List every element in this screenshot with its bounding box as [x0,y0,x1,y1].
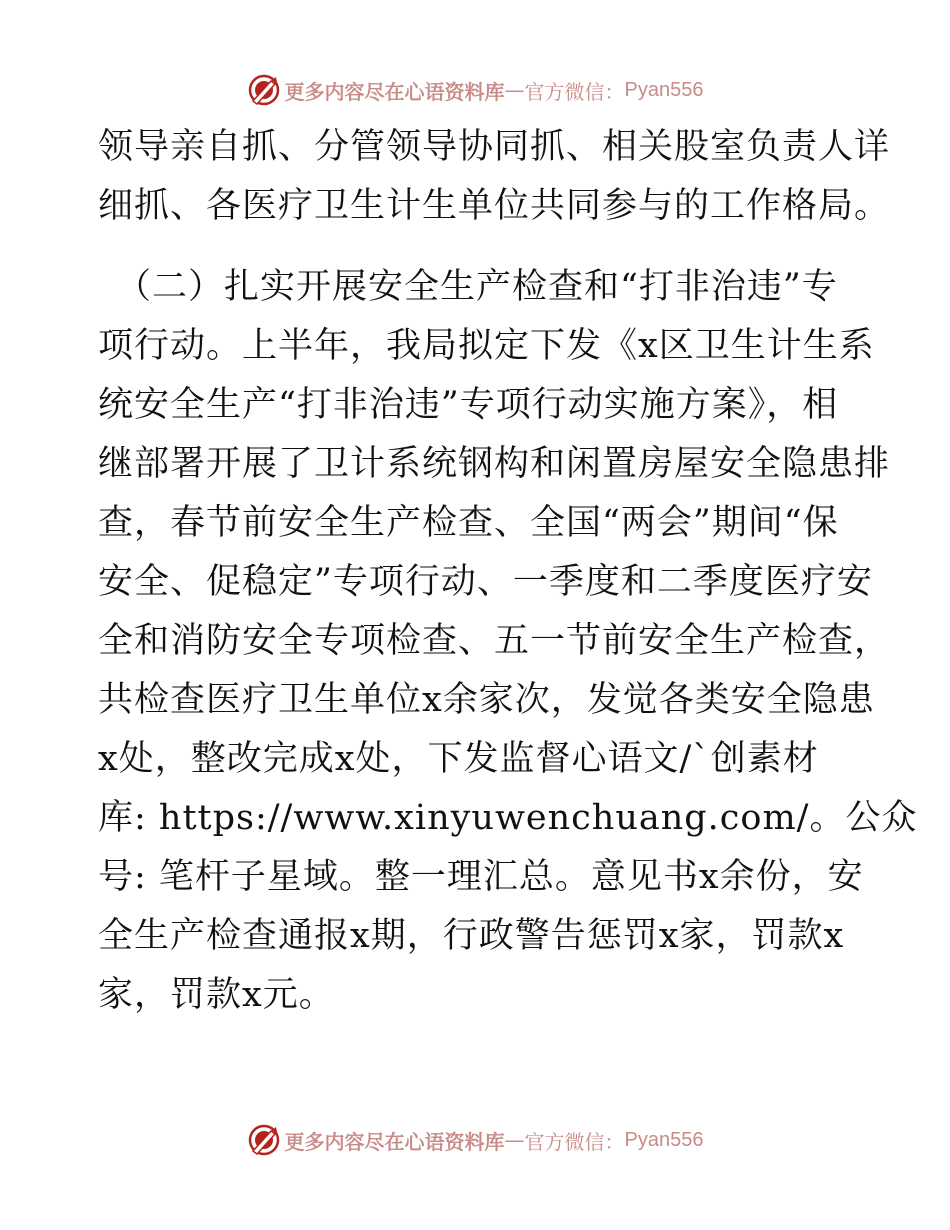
text-line: 家，罚款x元。 [98,975,335,1015]
text-line: 统安全生产“打非治违”专项行动实施方案》，相 [98,385,839,425]
text-line: 细抓、各医疗卫生计生单位共同参与的工作格局。 [98,186,891,226]
banner-dash: — [504,1128,525,1152]
text-line: 项行动。上半年，我局拟定下发《x区卫生计生系 [98,326,875,366]
text-line-url: 库: https://www.xinyuwenchuang.com/。公众 [98,798,918,838]
paragraph-2 [98,258,918,1025]
text-line: 号: 笔杆子星域。整一理汇总。意见书x余份，安 [98,857,864,897]
banner-dash: — [504,78,525,102]
text-line: x处，整改完成x处，下发监督心语文/`创素材 [98,739,819,779]
header-banner [0,70,950,110]
banner-official-label: 官方微信： [524,79,625,104]
banner-official-label: 官方微信： [524,1129,625,1154]
paragraph-1 [98,118,891,236]
text-line: 安全、促稳定”专项行动、一季度和二季度医疗安 [98,562,873,602]
text-line: 共检查医疗卫生单位x余家次，发觉各类安全隐患 [98,680,875,720]
pen-logo-icon [247,1123,281,1157]
banner-main-text: 更多内容尽在心语资料库 [284,79,505,104]
text-line: 领导亲自抓、分管领导协同抓、相关股室负责人详 [98,127,891,167]
text-line: 继部署开展了卫计系统钢构和闲置房屋安全隐患排 [98,444,891,484]
pen-logo-icon [247,73,281,107]
paragraph-gap [98,236,858,258]
text-line: 查，春节前安全生产检查、全国“两会”期间“保 [98,503,839,543]
banner-wechat-id: Pyan556 [624,1128,704,1151]
text-line: 全生产检查通报x期，行政警告惩罚x家，罚款x [98,916,845,956]
banner-main-text: 更多内容尽在心语资料库 [284,1129,505,1154]
document-body [98,118,918,1025]
footer-banner [0,1120,950,1160]
banner-wechat-id: Pyan556 [624,78,704,101]
text-line: 全和消防安全专项检查、五一节前安全生产检查， [98,621,891,661]
section-heading-line: （二）扎实开展安全生产检查和“打非治违”专 [116,267,838,307]
